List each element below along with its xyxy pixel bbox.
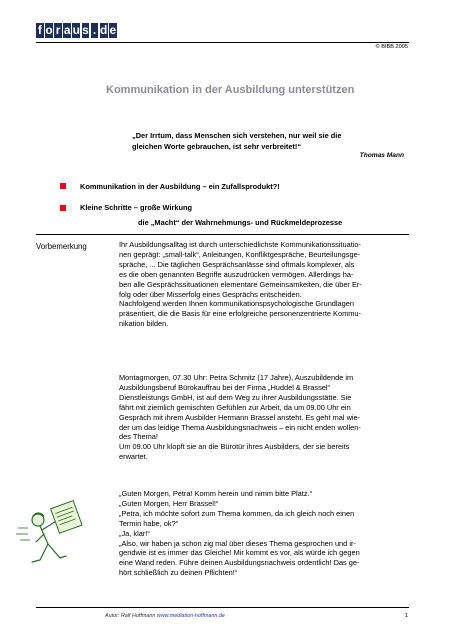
logo-letter: f xyxy=(37,23,42,37)
quote-text: „Der Irrtum, dass Menschen sich verstehen, nur weil sie die gleichen Worte gebrauchen, ist sehr verbreitet!“ xyxy=(132,131,342,151)
page-number: 1 xyxy=(404,613,408,619)
bullet-item-2: Kleine Schritte – große Wirkung xyxy=(80,203,193,212)
logo-letter: . xyxy=(91,23,99,38)
paragraph-line: ben alle Gesprächssituationen elementare Gemeinsamkeiten, die über Er- xyxy=(119,279,362,289)
bullet-square-icon xyxy=(60,205,66,211)
paragraph-dialogue xyxy=(119,489,415,578)
paragraph-line: Um 09.00 Uhr klopft sie an die Bürotür ihres Ausbilders, der sie bereits xyxy=(119,442,350,452)
logo-letter: o xyxy=(45,23,53,37)
paragraph-line: gendwie ist es immer das Gleiche! Mir kommt es vor, als würde ich gegen xyxy=(119,548,360,558)
footer-author-name: Autor: Ralf Hoffmann xyxy=(105,613,156,619)
paragraph-line: „Also, wir haben ja schon zig mal über dieses Thema gesprochen und ir- xyxy=(119,538,356,548)
paragraph-line: „Guten Morgen, Petra! Komm herein und nimm bitte Platz.“ xyxy=(119,489,313,498)
bullet-item-1: Kommunikation in der Ausbildung – ein Zufallsprodukt?! xyxy=(80,182,280,191)
paragraph-scenario xyxy=(119,373,415,462)
logo-letter: e xyxy=(109,23,117,37)
paragraph-intro xyxy=(119,240,415,329)
bullet-subline: die „Macht“ der Wahrnehmungs- und Rückmeldeprozesse xyxy=(138,218,343,227)
paragraph-line: präsentiert, die die Basis für eine erfolgreiche personenzentrierte Kommu- xyxy=(119,309,361,319)
paragraph-line: eine Wand reden. Führe deinen Ausbildungsnachweis ordentlich! Das ge- xyxy=(119,558,360,568)
bullet-square-icon xyxy=(60,183,66,189)
paragraph-line: „Petra, ich möchte sofort zum Thema kommen, da ich gleich noch einen xyxy=(119,508,355,518)
paragraph-line: Montagmorgen, 07.30 Uhr: Petra Schmitz (17 Jahre), Auszubildende im xyxy=(119,373,354,382)
logo-letter: r xyxy=(55,23,61,37)
paragraph-line: spräche, ... Die täglichen Gesprächsanlässe sind oftmals komplexer, als xyxy=(119,259,355,269)
paragraph-line: „Guten Morgen, Herr Brassel!“ xyxy=(119,498,219,508)
paragraph-line: hört schließlich zu deinen Pflichten!“ xyxy=(119,568,238,578)
section-label: Vorbemerkung xyxy=(36,242,87,251)
paragraph-line: Nachfolgend werden Ihnen kommunikationspsychologische Grundlagen xyxy=(119,299,355,309)
paragraph-line: Dienstleistungs GmbH, ist auf dem Weg zu ihrer Ausbildungsstätte. Sie xyxy=(119,392,352,402)
footer-website-link[interactable]: www.mediation-hoffmann.de xyxy=(156,613,225,619)
paragraph-line: erwartet. xyxy=(119,452,148,462)
logo-letter: a xyxy=(63,23,71,37)
logo-letter: u xyxy=(72,23,81,37)
paragraph-line: Ihr Ausbildungsalltag ist durch unterschiedlichste Kommunikationssituatio- xyxy=(119,240,361,249)
paragraph-line: fährt mit ziemlich gemischten Gefühlen zur Arbeit, da um 09.00 Uhr ein xyxy=(119,402,351,412)
section-divider xyxy=(36,234,409,235)
paragraph-line: nen geprägt: „small-talk“, Anleitungen, Konfliktgespräche, Beurteilungsge- xyxy=(119,249,361,259)
paragraph-line: Gespräch mit ihrem Ausbilder Hermann Brassel ansteht. Es geht mal wie- xyxy=(119,412,361,422)
logo-letter: d xyxy=(100,23,108,37)
paragraph-line: „Ja, klar!“ xyxy=(119,528,150,538)
running-figure-clipart xyxy=(14,498,92,578)
paragraph-line: des Thema! xyxy=(119,432,158,442)
paragraph-line: nikation bilden. xyxy=(119,319,169,329)
paragraph-line: es die oben genannten Begriffe auszudrücken vermögen. Allerdings ha- xyxy=(119,269,354,279)
page-title: Kommunikation in der Ausbildung unterstützen xyxy=(106,84,355,96)
logo-letter: s xyxy=(82,23,89,37)
quote-author: Thomas Mann xyxy=(359,152,404,159)
copyright-notice: © BIBB 2005 xyxy=(375,44,408,50)
paragraph-line: folg oder über Misserfolg eines Gesprächs entscheiden. xyxy=(119,289,302,299)
paragraph-line: der um das leidige Thema Ausbildungsnachweis – ein nicht enden wollen- xyxy=(119,422,361,432)
paragraph-line: Ausbildungsberuf Bürokauffrau bei der Firma „Huddel & Brassel“ xyxy=(119,382,331,392)
foraus-logo xyxy=(36,23,118,40)
header-rule xyxy=(36,42,409,43)
footer-author xyxy=(105,613,225,619)
paragraph-line: Termin habe, ok?“ xyxy=(119,518,179,528)
footer-divider xyxy=(36,607,409,608)
